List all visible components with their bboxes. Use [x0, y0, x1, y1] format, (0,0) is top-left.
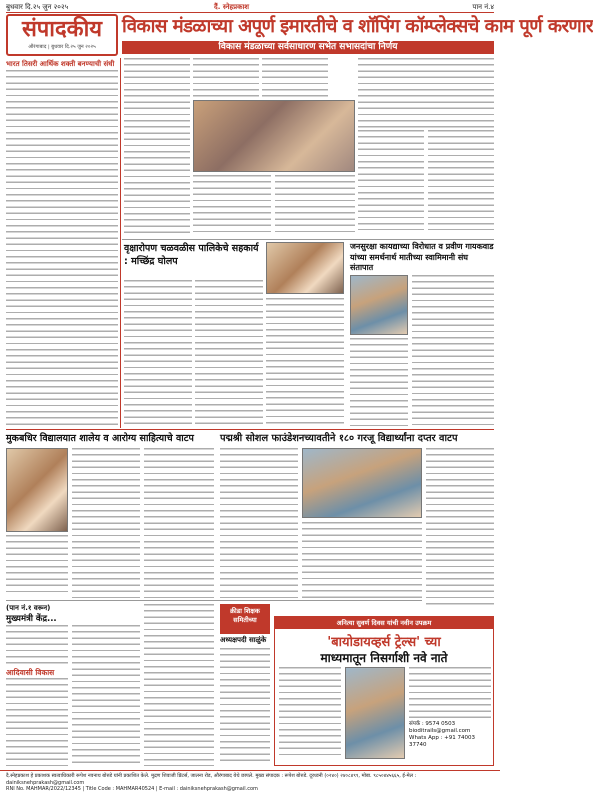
lead-body-col8: [275, 175, 355, 237]
lead-body-col4: [358, 58, 494, 128]
mid-rule: [6, 429, 494, 430]
story6-subtitle: अध्यक्षपदी साळुंके: [220, 636, 267, 644]
story5-body-col3: [302, 522, 422, 598]
lower-rule: [6, 600, 422, 601]
story4-body-col2: [144, 448, 214, 598]
editorial-body: [6, 70, 118, 426]
story5-body-col2: [426, 448, 494, 608]
paper-name: दैं. स्नेहप्रकाश: [214, 3, 250, 11]
story4-photo: [6, 448, 68, 532]
story3-body-col1: [412, 275, 494, 426]
cm-body-col3: [72, 625, 140, 766]
story6-box-title: क्रीडा शिक्षक समितीच्या: [230, 607, 260, 624]
lead-body-col1: [124, 58, 190, 238]
cm-body-col2: [6, 678, 68, 766]
ad-header: अनित्या सुवर्ण दिवस यांची नवीन उपक्रम: [275, 617, 493, 629]
page-number: पान नं.४: [472, 3, 494, 11]
lead-body-col2: [193, 58, 259, 98]
footer-registration: RNI No. MAHMAR/2022/12345 | Title Code : MAHMAR40524 | E-mail : dainiksnehprakash@gmail.com: [6, 786, 258, 792]
masthead-subtitle: औरंगाबाद | बुधवार दि.२५ जुन २०२५: [28, 44, 96, 50]
story5-body-col1: [220, 448, 298, 598]
ad-title: 'बायोडायव्हर्स ट्रेल्स' च्या: [327, 635, 441, 650]
lead-photo: [193, 100, 355, 172]
cm-continuation-label: (पान नं.१ वरून): [6, 604, 51, 612]
masthead-box: [6, 14, 118, 56]
story6-body: [220, 648, 270, 766]
story5-photo: [302, 448, 422, 518]
lead-body-col6: [428, 130, 494, 230]
footer: [0, 770, 500, 796]
masthead-title: संपादकीय: [21, 17, 103, 42]
story3-headline: जनसुरक्षा कायद्याच्या विरोधात व प्रवीण गायकवाड यांच्या समर्थनार्थ मातीच्या स्वामिमानी संघ संतापात: [350, 242, 494, 272]
biodiversity-ad: [274, 616, 494, 766]
ad-body-col1: [279, 667, 341, 759]
cm-subheading: आदिवासी विकास: [6, 668, 55, 677]
story2-body-col3: [266, 298, 344, 426]
story4-body-col3: [6, 535, 68, 597]
story2-body-col1: [124, 280, 192, 426]
story5-headline: पद्मश्री सोशल फाउंडेशनच्यावतीने १८० गरजू विद्यार्थ्यांना दप्तर वाटप: [220, 433, 458, 444]
story3-body-col2: [350, 338, 408, 426]
issue-date: बुधवार दि.२५ जुन २०२५: [6, 3, 69, 11]
lead-body-col5: [358, 130, 424, 230]
story2-body-col2: [195, 280, 263, 426]
ad-contact: संपर्क : 9574 0503: [409, 721, 456, 727]
story3-photo: [350, 275, 408, 335]
story6-box: [220, 604, 270, 634]
lead-body-col7: [193, 175, 271, 237]
top-rule: [6, 12, 494, 13]
lead-headline: विकास मंडळाच्या अपूर्ण इमारतीचे व शॉपिंग कॉम्प्लेक्सचे काम पूर्ण करणार: [122, 16, 593, 37]
footer-text: दै.स्नेहप्रकाश हे प्रकाशक स्वत्वाधिकारी रूपेश नवनाथ बोरुडे यांनी प्रकाशित केले. मुद्रण शिवाजी प्रिंटर्स, जालना रोड, औरंगाबाद येथे छापले. मुख्य संपादक : रूपेश बोरुडे. दूरध्वनी (०२४०) २४०८४९९, मोबा. ९८५०४४५६६५, ई-मेल : dainiksnehprakash@gmail.com: [6, 773, 417, 786]
story4-headline: मुकबधिर विद्यालयात शालेय व आरोग्य साहित्याचे वाटप: [6, 433, 194, 444]
story2-photo: [266, 242, 344, 294]
ad-photo: [345, 667, 405, 759]
cm-body-col4: [144, 604, 214, 766]
ad-body-col2: [409, 667, 491, 719]
lead-banner: विकास मंडळाच्या सर्वसाधारण सभेत सभासदांचा निर्णय: [122, 41, 494, 54]
ad-subtitle: माध्यमातून निसर्गाशी नवे नाते: [320, 651, 448, 665]
cm-headline: मुख्यमंत्री केंद्र...: [6, 614, 57, 624]
section-rule: [122, 239, 494, 240]
story2-headline: वृक्षारोपण चळवळीस पालिकेचे सहकार्य : मच्छिंद्र घोलप: [124, 243, 259, 267]
story4-body-col1: [72, 448, 140, 598]
editorial-heading: भारत तिसरी आर्थिक शक्ती बनण्याची संधी: [6, 60, 115, 68]
cm-body-col1: [6, 625, 68, 667]
ad-whatsapp: Whats App : +91 74003 37740: [409, 735, 476, 748]
lead-body-col3: [262, 58, 328, 98]
column-divider: [120, 58, 121, 428]
ad-email: bioditrails@gmail.com: [409, 728, 471, 734]
